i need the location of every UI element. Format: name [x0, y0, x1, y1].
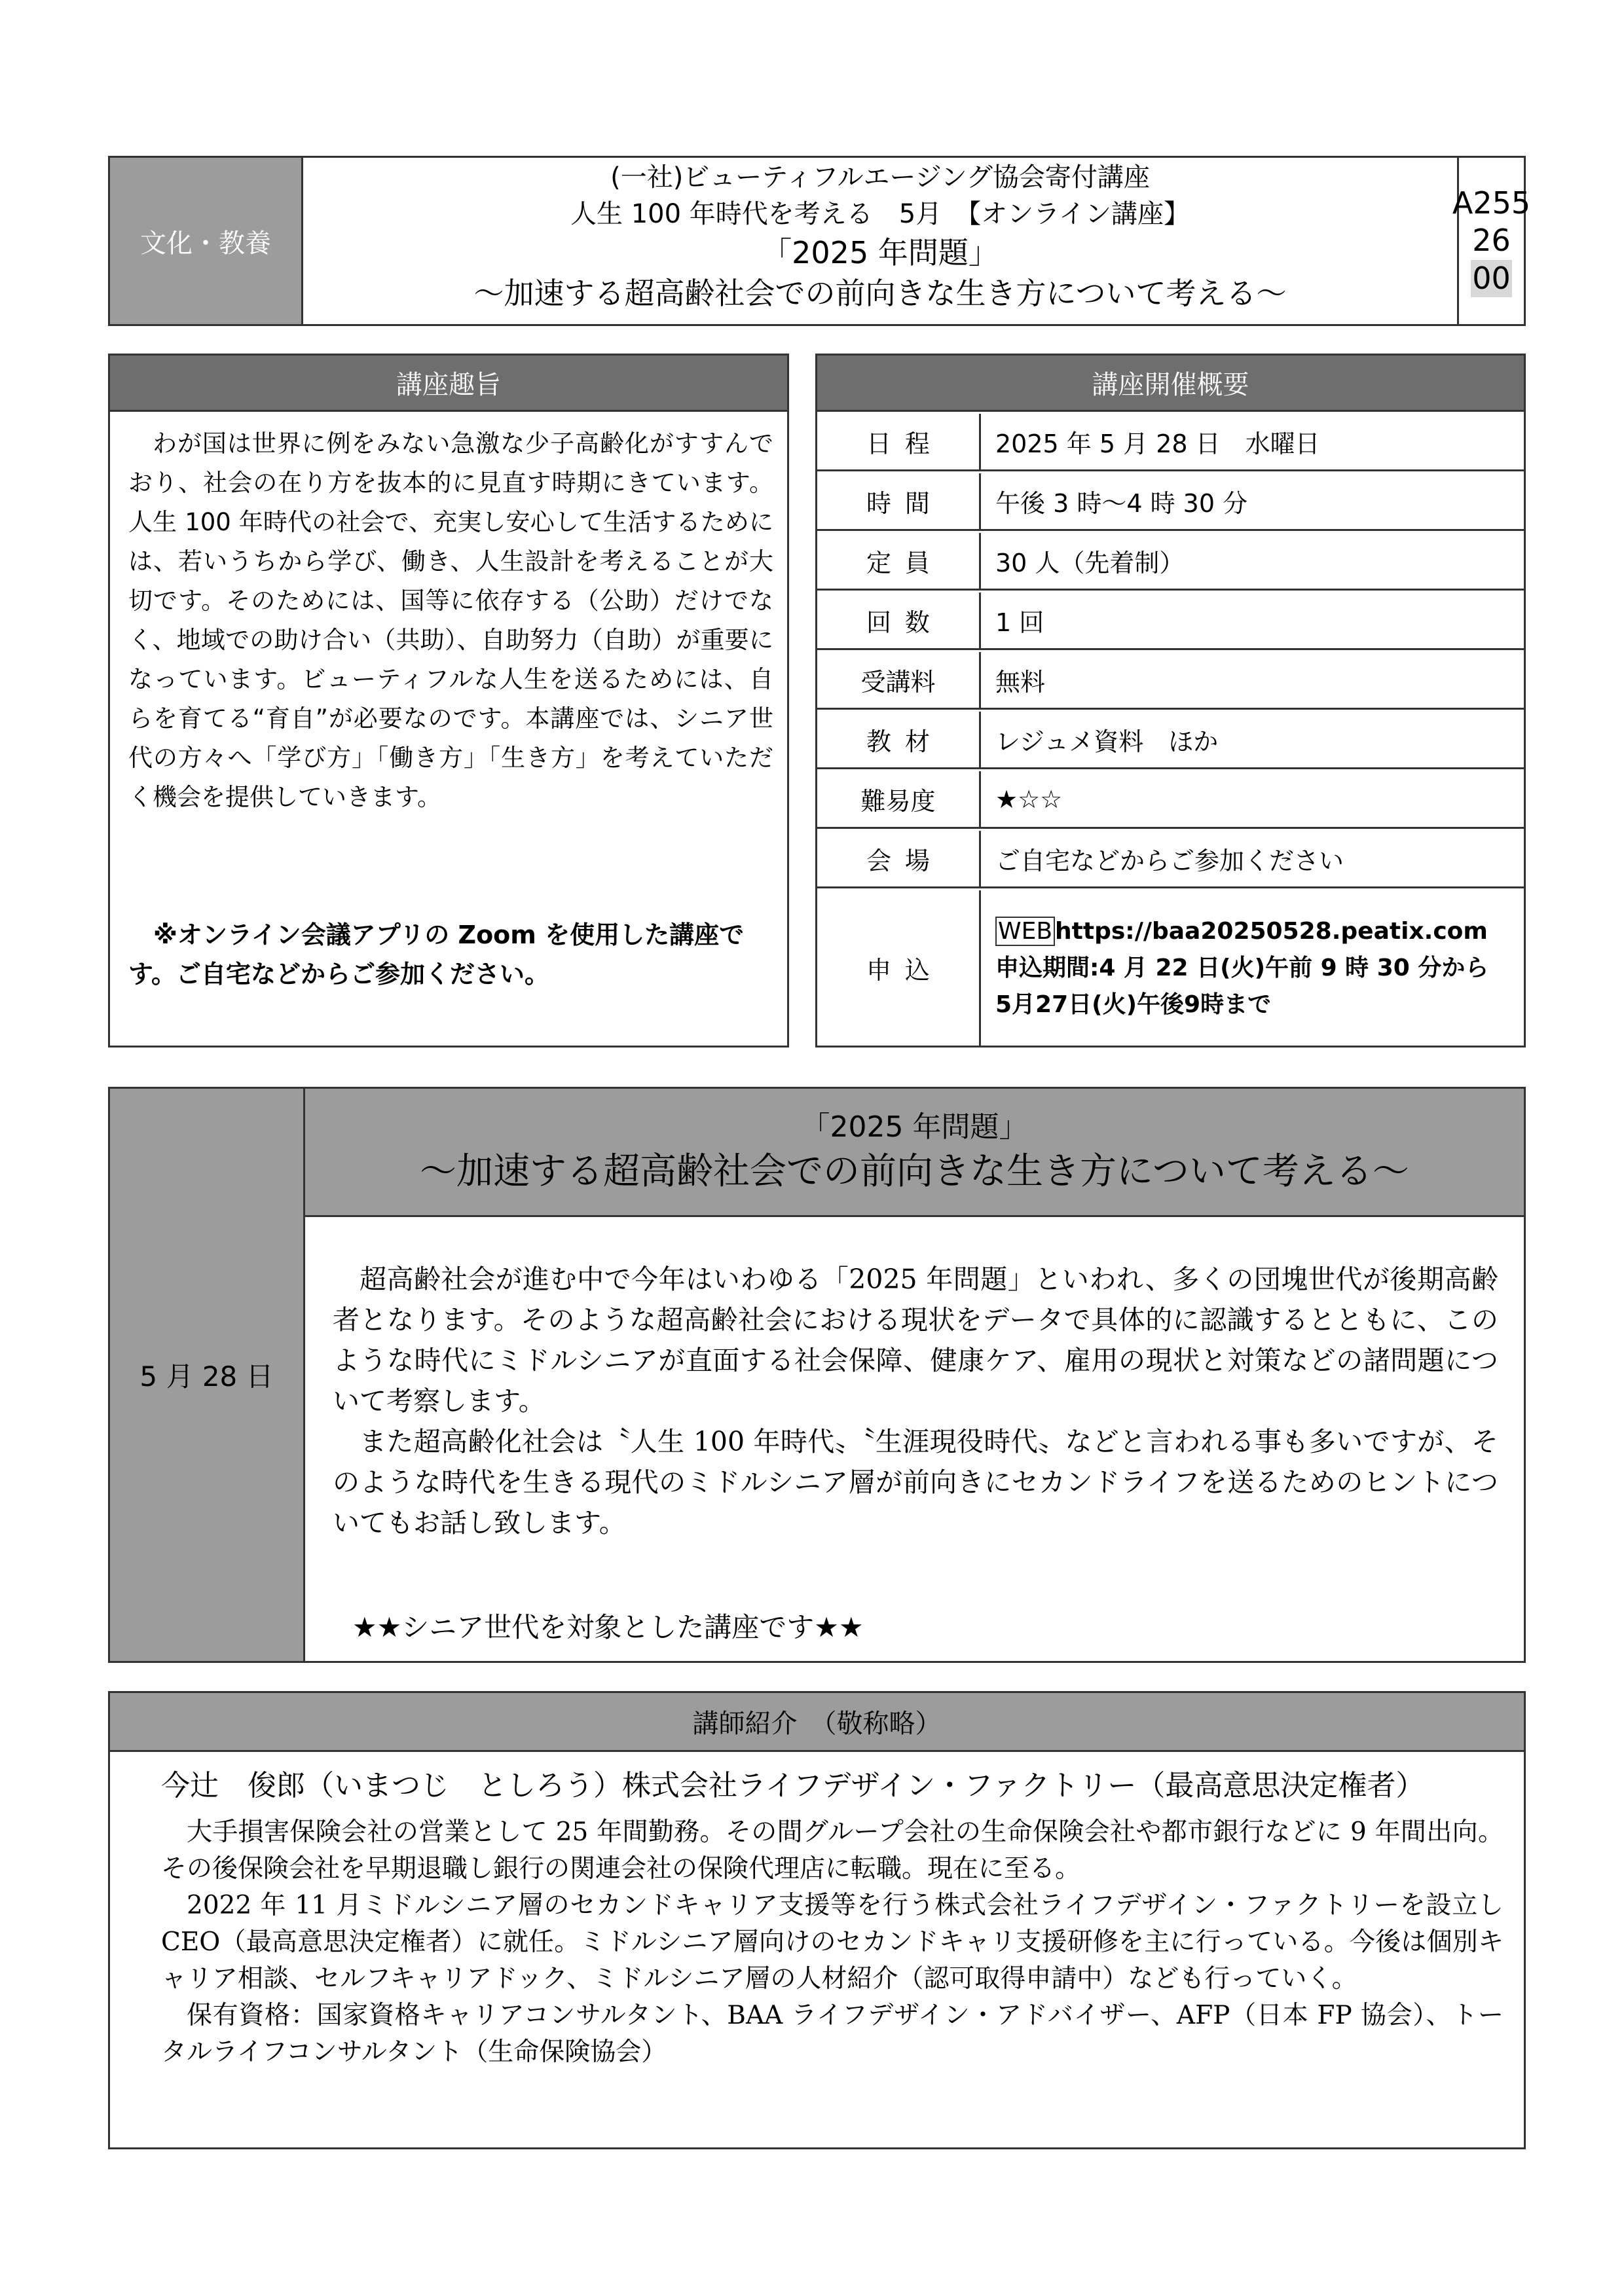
- instructor-section: [108, 1691, 1526, 2149]
- difficulty-stars: ★☆☆: [995, 784, 1063, 814]
- overview-row-difficulty: [817, 771, 1524, 829]
- overview-row-time: [817, 473, 1524, 531]
- overview-row-date: [817, 414, 1524, 471]
- row-label: 受講料: [817, 652, 981, 708]
- web-tag: WEB: [995, 917, 1055, 946]
- session-description: [333, 1259, 1498, 1543]
- session-title-block: [305, 1089, 1524, 1217]
- purpose-text: [128, 424, 773, 817]
- category-label: 文化・教養: [110, 158, 303, 324]
- overview-heading: 講座開催概要: [817, 355, 1524, 412]
- apply-details: [981, 890, 1524, 1046]
- purpose-heading: 講座趣旨: [110, 355, 787, 412]
- row-value: 2025 年 5 月 28 日 水曜日: [995, 429, 1320, 458]
- instructor-heading: 講師紹介 （敬称略）: [110, 1693, 1524, 1752]
- instructor-name: 今辻 俊郎（いまつじ としろう）株式会社ライフデザイン・ファクトリー（最高意思決定権者）: [161, 1769, 1425, 1802]
- session-paragraph: 超高齢社会が進む中で今年はいわゆる「2025 年問題」といわれ、多くの団塊世代が後期高齢者となります。そのような超高齢社会における現状をデータで具体的に認識するとともに、このような時代にミドルシニアが直面する社会保障、健康ケア、雇用の現状と対策などの諸問題について考察します。: [333, 1264, 1498, 1417]
- overview-row-venue: [817, 831, 1524, 888]
- session-paragraph: また超高齢化社会は〝人生 100 年時代〟〝生涯現役時代〟などと言われる事も多いですが、そのような時代を生きる現代のミドルシニア層が前向きにセカンドライフを送るためのヒントについてもお話し致します。: [333, 1426, 1498, 1539]
- series-line: 人生 100 年時代を考える 5月 【オンライン講座】: [570, 199, 1190, 229]
- row-label: 日程: [817, 414, 981, 469]
- bio-paragraph: 大手損害保険会社の営業として 25 年間勤務。その間グループ会社の生命保険会社や都市銀行などに 9 年間出向。その後保険会社を早期退職し銀行の関連会社の保険代理店に転職。現在に至る。: [161, 1817, 1504, 1884]
- session-title: 「2025 年問題」: [801, 1110, 1028, 1144]
- price-highlight: 00: [1471, 260, 1512, 298]
- course-code-block: [1452, 158, 1531, 324]
- overview-row-apply: [817, 890, 1524, 1046]
- bio-paragraph: 2022 年 11 月ミドルシニア層のセカンドキャリア支援等を行う株式会社ライフデザイン・ファクトリーを設立し CEO（最高意思決定権者）に就任。ミドルシニア層向けのセカンドキャリ支援研修を主に行っている。今後は個別キャリア相談、セルフキャリアドック、ミドルシニア層の人材紹介（認可取得申請中）なども行っていく。: [161, 1891, 1504, 1994]
- course-title-block: [303, 158, 1459, 324]
- apply-period-start: 申込期間:4 月 22 日(火)午前 9 時 30 分から: [995, 954, 1489, 981]
- purpose-panel: [108, 354, 789, 1048]
- session-date: 5 月 28 日: [110, 1089, 305, 1661]
- zoom-note: ※オンライン会議アプリの Zoom を使用した講座です。ご自宅などからご参加ください。: [128, 920, 745, 989]
- row-label: 時間: [817, 473, 981, 529]
- overview-row-capacity: [817, 533, 1524, 591]
- row-label: 定員: [817, 533, 981, 589]
- session-subtitle: ～加速する超高齢社会での前向きな生き方について考える～: [420, 1150, 1409, 1193]
- overview-panel: [815, 354, 1526, 1048]
- row-value: 午後 3 時～4 時 30 分: [995, 489, 1248, 518]
- course-subtitle: ～加速する超高齢社会での前向きな生き方について考える～: [473, 276, 1287, 311]
- row-value: レジュメ資料 ほか: [995, 727, 1219, 756]
- row-label: 回数: [817, 592, 981, 648]
- row-value: 1 回: [995, 608, 1044, 637]
- course-header: [108, 156, 1531, 326]
- apply-url-link[interactable]: https://baa20250528.peatix.com: [1055, 917, 1488, 945]
- row-value: 30 人（先着制）: [995, 549, 1185, 577]
- row-label: 難易度: [817, 771, 981, 827]
- row-label: 申込: [817, 890, 981, 1046]
- price-prefix: 26: [1472, 223, 1511, 259]
- overview-row-materials: [817, 712, 1524, 769]
- overview-row-sessions: [817, 592, 1524, 650]
- purpose-paragraph: わが国は世界に例をみない急激な少子高齢化がすすんでおり、社会の在り方を抜本的に見直す時期にきています。人生 100 年時代の社会で、充実し安心して生活するためには、若いうちから学び、働き、人生設計を考えることが大切です。そのためには、国等に依存する（公助）だけでなく、地域での助け合い（共助）、自助努力（自助）が重要になっています。ビューティフルな人生を送るためには、自らを育てる“育自”が必要なのです。本講座では、シニア世代の方々へ「学び方」「働き方」「生き方」を考えていただく機会を提供していきます。: [128, 429, 773, 811]
- bio-paragraph: 保有資格：国家資格キャリアコンサルタント、BAA ライフデザイン・アドバイザー、AFP（日本 FP 協会）、トータルライフコンサルタント（生命保険協会）: [161, 2001, 1504, 2067]
- row-label: 教材: [817, 712, 981, 767]
- overview-row-fee: [817, 652, 1524, 710]
- session-section: [108, 1087, 1526, 1663]
- course-code: A255: [1452, 185, 1531, 221]
- target-audience-note: ★★シニア世代を対象とした講座です★★: [352, 1611, 864, 1643]
- sponsor-line: (一社)ビューティフルエージング協会寄付講座: [610, 162, 1150, 192]
- row-value: 無料: [995, 668, 1046, 697]
- course-price: [1471, 222, 1512, 297]
- course-title: 「2025 年問題」: [762, 235, 999, 270]
- apply-period-end: 5月27日(火)午後9時まで: [995, 991, 1272, 1018]
- row-label: 会場: [817, 831, 981, 886]
- instructor-bio: [161, 1814, 1504, 2071]
- row-value: ご自宅などからご参加ください: [995, 847, 1344, 875]
